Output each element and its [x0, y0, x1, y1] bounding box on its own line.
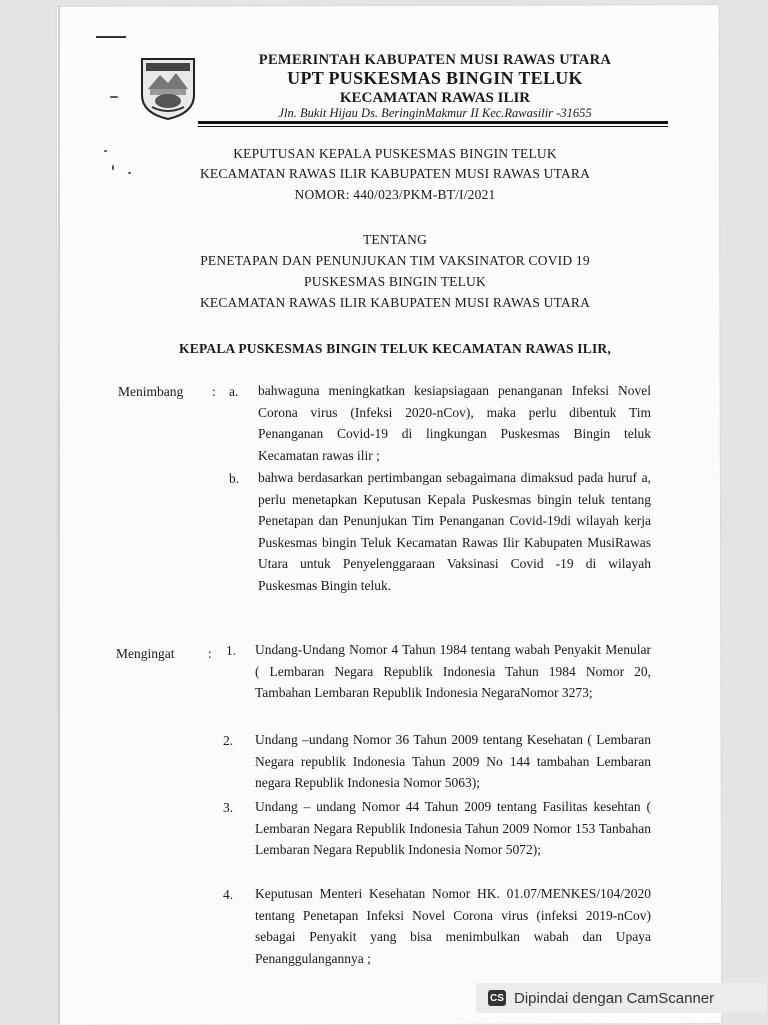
scan-speck	[110, 96, 118, 98]
camscanner-text: Dipindai dengan CamScanner	[514, 989, 715, 1007]
menimbang-item-b: bahwa berdasarkan pertimbangan sebagaimana dimaksud pada huruf a, perlu menetapkan Keputusan Kepala Puskesmas bingin teluk tentang Penetapan dan Penunjukan Tim Penanganan Covid-19di wilayah kerja Puskesmas bingin Teluk Kecamatan Rawas Ilir Kabupaten MusiRawas Utara untuk Penyelenggaraan Vaksinasi Covid -19 di wilayah Puskesmas Bingin teluk.	[258, 470, 651, 593]
mengingat-colon: :	[208, 646, 212, 661]
subject-line-1: PENETAPAN DAN PENUNJUKAN TIM VAKSINATOR COVID 19	[200, 253, 590, 268]
mengingat-item-3: Undang – undang Nomor 44 Tahun 2009 tentang Fasilitas kesehtan ( Lembaran Negara Republik Indonesia Tahun 2009 Nomor 153 Tanbahan Lembaran Negara Republik Indonesia Nomor 5072);	[255, 799, 651, 857]
menimbang-colon: :	[212, 384, 216, 399]
camscanner-badge	[476, 983, 766, 1013]
letterhead-institution: UPT PUSKESMAS BINGIN TELUK	[287, 68, 583, 88]
subject-line-2: PUSKESMAS BINGIN TELUK	[304, 274, 486, 289]
list-marker: a.	[229, 384, 239, 399]
list-marker: 3.	[223, 800, 234, 815]
menimbang-item-a: bahwaguna meningkatkan kesiapsiagaan penanganan Infeksi Novel Corona virus (Infeksi 2020-nCov), maka perlu dibentuk Tim Penanganan Covid-19 di lingkungan Puskesmas Bingin teluk Kecamatan rawas ilir ;	[258, 383, 651, 463]
issuing-authority: KEPALA PUSKESMAS BINGIN TELUK KECAMATAN RAWAS ILIR,	[179, 341, 611, 356]
scan-speck	[112, 165, 114, 170]
list-marker: 4.	[223, 887, 234, 902]
scan-mark	[96, 36, 126, 38]
list-marker: b.	[229, 471, 240, 486]
list-marker: 1.	[226, 643, 237, 658]
decree-number: NOMOR: 440/023/PKM-BT/I/2021	[294, 187, 496, 202]
mengingat-item-2: Undang –undang Nomor 36 Tahun 2009 tentang Kesehatan ( Lembaran Negara republik Indonesia Tahun 2009 No 144 tambahan Lembaran negara Republik Indonesia Nomor 5063);	[255, 732, 651, 790]
mengingat-label: Mengingat	[116, 646, 175, 661]
decree-title-line2: KECAMATAN RAWAS ILIR KABUPATEN MUSI RAWAS UTARA	[199, 166, 591, 181]
subject-heading: TENTANG	[362, 232, 428, 247]
page-edge	[58, 6, 60, 1024]
letterhead-address: Jln. Bukit Hijau Ds. BeringinMakmur II Kec.Rawasilir -31655	[278, 106, 592, 120]
letterhead-government: PEMERINTAH KABUPATEN MUSI RAWAS UTARA	[258, 52, 612, 68]
mengingat-item-4: Keputusan Menteri Kesehatan Nomor HK. 01.07/MENKES/104/2020 tentang Penetapan Infeksi Novel Corona virus (infeksi 2019-nCov) sebagai Penyakit yang bisa menimbulkan wabah dan Upaya Penanggulangannya ;	[255, 886, 651, 966]
letterhead-divider-thin	[198, 126, 668, 127]
letterhead-divider	[198, 121, 668, 124]
list-marker: 2.	[223, 733, 234, 748]
decree-title: KEPUTUSAN KEPALA PUSKESMAS BINGIN TELUK	[233, 146, 557, 161]
subject-line-3: KECAMATAN RAWAS ILIR KABUPATEN MUSI RAWAS UTARA	[199, 295, 591, 310]
camscanner-icon: CS	[488, 990, 506, 1006]
menimbang-label: Menimbang	[118, 384, 184, 399]
letterhead-district: KECAMATAN RAWAS ILIR	[339, 90, 531, 106]
scan-speck	[104, 150, 107, 152]
regency-emblem-icon	[138, 55, 198, 121]
mengingat-item-1: Undang-Undang Nomor 4 Tahun 1984 tentang wabah Penyakit Menular ( Lembaran Negara Republik Indonesia Tahun 1984 Nomor 20, Tambahan Lembaran Republik Indonesia NegaraNomor 3273;	[255, 642, 651, 700]
